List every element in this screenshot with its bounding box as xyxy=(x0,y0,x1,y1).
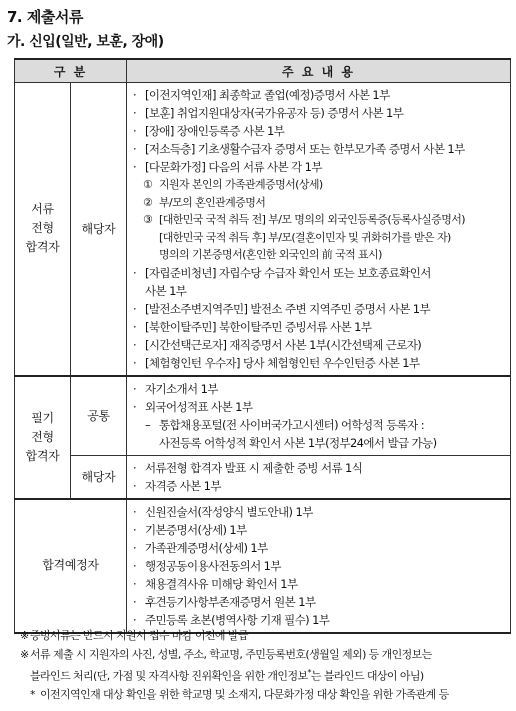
list-item: · 자격증 사본 1부 xyxy=(133,478,221,493)
table-row-final-candidates xyxy=(15,499,511,633)
table-row-written-common xyxy=(15,376,511,456)
subsection-heading: 가. 신입(일반, 보훈, 장애) xyxy=(7,34,164,50)
list-item: · 자기소개서 1부 xyxy=(133,381,218,396)
items-written-common xyxy=(127,376,511,456)
list-item: · [자립준비청년] 자립수당 수급자 확인서 또는 보호종료확인서 xyxy=(133,265,431,280)
list-item: · 외국어성적표 사본 1부 xyxy=(133,399,253,414)
section-heading: 7. 제출서류 xyxy=(7,8,83,26)
category-line: 필기 xyxy=(31,410,54,425)
list-item: · 후견등기사항부존재증명서 원본 1부 xyxy=(133,594,316,609)
list-item: · [시간선택근로자] 재직증명서 사본 1부(시간선택제 근로자) xyxy=(133,337,422,352)
numbered-item: ② 부/모의 혼인관계증명서 xyxy=(143,195,266,209)
note-item: ※ 증빙서류는 반드시 지원서 접수 마감 이전에 발급 xyxy=(20,629,248,642)
items-document-passers xyxy=(127,83,511,376)
subcategory-applicable: 해당자 xyxy=(71,83,127,376)
note-item: ※ 서류 제출 시 지원자의 사진, 성별, 주소, 학교명, 주민등록번호(생월일 제외) 등 개인정보는 xyxy=(20,647,432,661)
list-item: · 신원진술서(작성양식 별도안내) 1부 xyxy=(133,504,313,519)
sub-item-continuation: 사전등록 어학성적 확인서 사본 1부(정부24에서 발급 가능) xyxy=(159,435,437,450)
items-final-candidates xyxy=(127,499,511,633)
category-final-candidates: 합격예정자 xyxy=(15,499,127,633)
list-item: · [북한이탈주민] 북한이탈주민 증빙서류 사본 1부 xyxy=(133,319,372,334)
list-item: · 가족관계증명서(상세) 1부 xyxy=(133,540,268,555)
table-header-row xyxy=(15,59,511,83)
list-item: · [저소득층] 기초생활수급자 증명서 또는 한부모가족 증명서 사본 1부 xyxy=(133,142,465,156)
items-written-applicable xyxy=(127,455,511,499)
list-item: · [장애] 장애인등록증 사본 1부 xyxy=(133,124,285,138)
category-written-passers xyxy=(15,376,71,499)
list-item: · [이전지역인재] 최종학교 졸업(예정)증명서 사본 1부 xyxy=(133,88,390,102)
required-documents-table xyxy=(14,58,511,634)
category-line: 전형 xyxy=(31,221,54,236)
list-item: · 주민등록 초본(병역사항 기재 필수) 1부 xyxy=(133,612,330,627)
numbered-item: ① 지원자 본인의 가족관계증명서(상세) xyxy=(143,178,323,191)
list-item: · [보훈] 취업지원대상자(국가유공자 등) 증명서 사본 1부 xyxy=(133,106,404,120)
numbered-item-continuation: [대한민국 국적 취득 후] 부/모(결혼이민자 및 귀화허가를 받은 자) xyxy=(159,230,451,244)
numbered-item: ③ [대한민국 국적 취득 전] 부/모 명의의 외국인등록증(등록사실증명서) xyxy=(143,213,465,226)
list-item: · [체험형인턴 우수자] 당사 체험형인턴 우수인턴증 사본 1부 xyxy=(133,355,420,370)
subcategory-common: 공통 xyxy=(71,376,127,456)
category-line: 전형 xyxy=(31,429,54,444)
list-item: · [다문화가정] 다음의 서류 사본 각 1부 xyxy=(133,160,322,174)
list-item: · [발전소주변지역주민] 발전소 주변 지역주민 증명서 사본 1부 xyxy=(133,301,431,316)
list-item: · 행정공동이용사전동의서 1부 xyxy=(133,558,281,573)
footnote-item: * 이전지역인재 대상 확인을 위한 학교명 및 소재지, 다문화가정 대상 확인을 위한 가족관계 등 xyxy=(30,688,449,702)
note-item-continuation: 블라인드 처리(단, 가점 및 자격사항 진위확인을 위한 개인정보*는 블라인드 대상이 아님) xyxy=(30,668,424,683)
category-line: 합격자 xyxy=(25,240,60,255)
category-document-passers xyxy=(15,83,71,376)
list-item: · 채용결격사유 미해당 확인서 1부 xyxy=(133,576,298,591)
category-line: 합격자 xyxy=(25,448,60,463)
list-item: · 서류전형 합격자 발표 시 제출한 증빙 서류 1식 xyxy=(133,460,363,475)
list-item-continuation: 사본 1부 xyxy=(145,283,187,298)
sub-item: – 통합채용포털(전 사이버국가고시센터) 어학성적 등록자 : xyxy=(145,417,424,432)
category-line: 서류 xyxy=(31,202,54,217)
subcategory-applicable: 해당자 xyxy=(71,455,127,499)
numbered-item-continuation: 명의의 기본증명서(혼인한 외국인의 前 국적 표시) xyxy=(159,248,382,261)
table-row-document-passers xyxy=(15,83,511,376)
list-item: · 기본증명서(상세) 1부 xyxy=(133,522,247,537)
header-items: 주 요 내 용 xyxy=(127,59,511,83)
notes-section xyxy=(14,627,510,705)
header-category: 구 분 xyxy=(15,59,127,83)
table-row-written-applicable xyxy=(15,455,511,499)
